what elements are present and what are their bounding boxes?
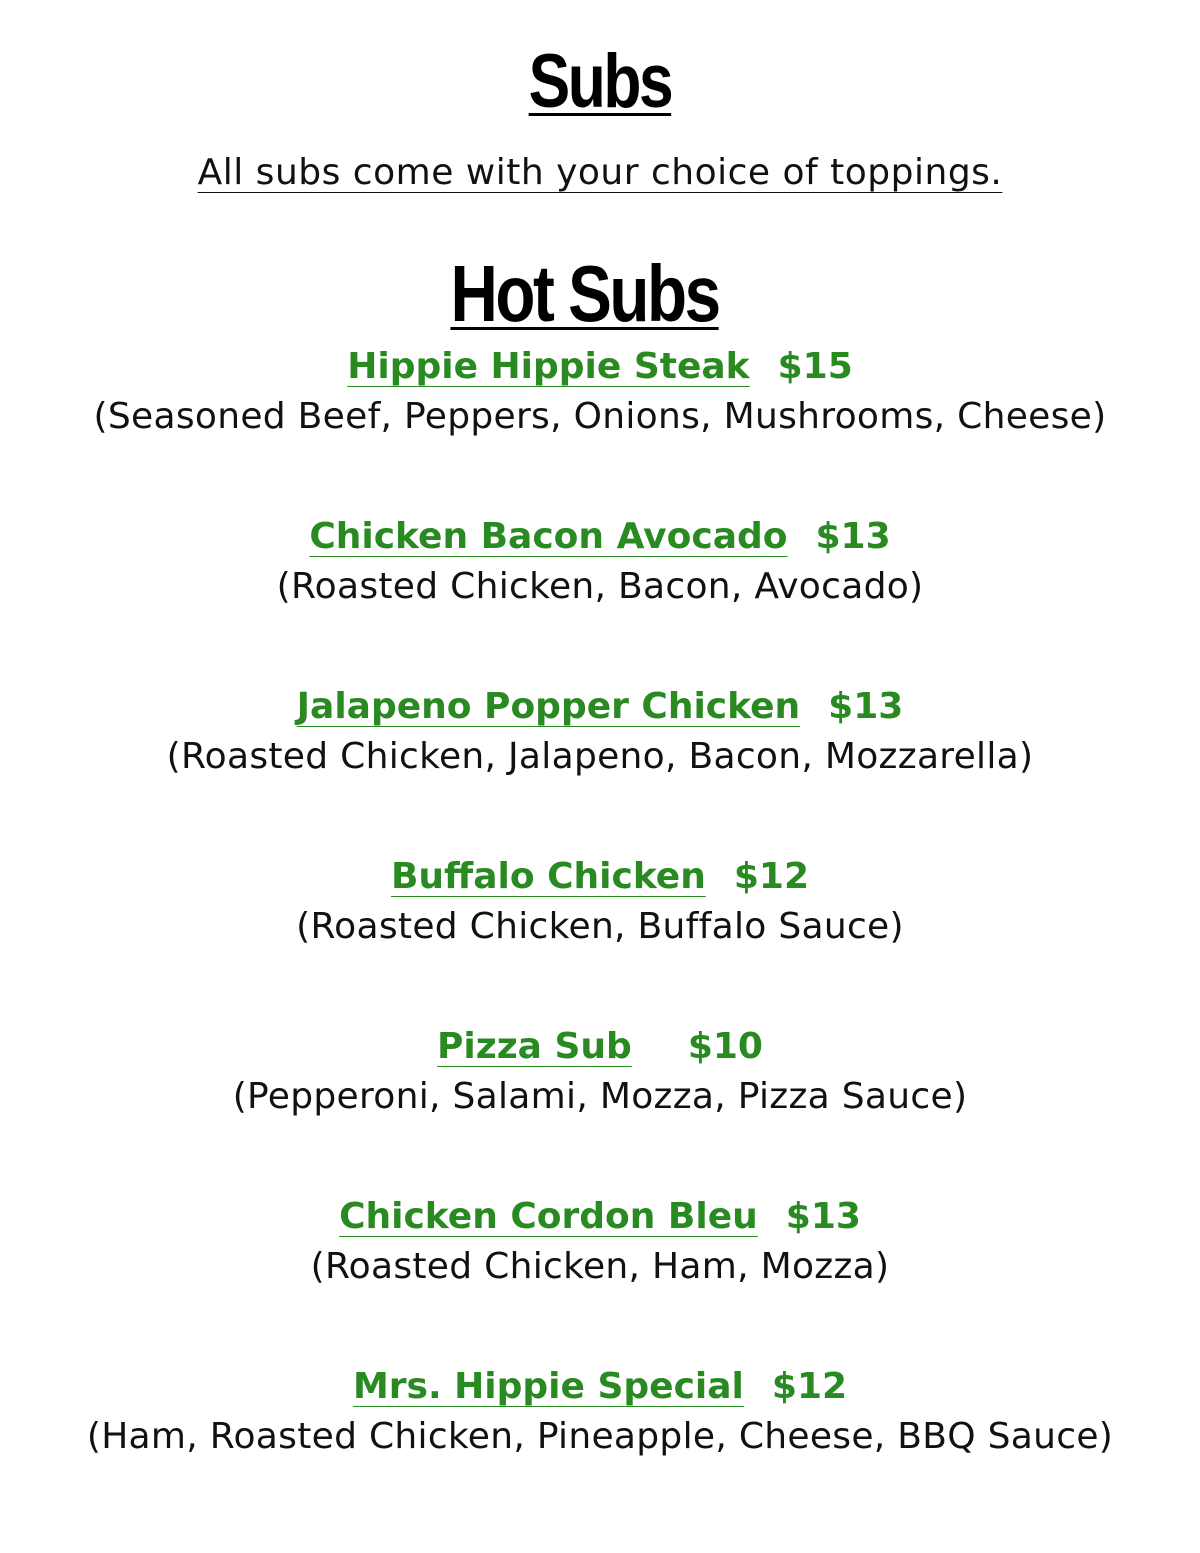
menu-item-header [0,1362,1200,1412]
menu-item-name: Chicken Bacon Avocado [309,516,788,557]
menu-item-header [0,682,1200,732]
menu-item-header [0,342,1200,392]
menu-item-name: Pizza Sub [437,1026,632,1067]
page-title: Subs [528,39,672,124]
subtitle: All subs come with your choice of toppings. [197,152,1003,193]
menu-item-header [0,512,1200,562]
menu-item-name: Mrs. Hippie Special [352,1366,744,1407]
menu-item-description: (Roasted Chicken, Bacon, Avocado) [276,566,924,607]
subtitle-block [0,148,1200,198]
menu-item-description: (Roasted Chicken, Buffalo Sauce) [296,906,904,947]
menu-item-description: (Roasted Chicken, Ham, Mozza) [310,1246,890,1287]
menu-item [0,1362,1200,1462]
menu-item [0,1192,1200,1292]
menu-item-price: $12 [733,856,810,897]
menu-item-price: $13 [815,516,891,557]
menu-item-price: $13 [828,686,904,727]
menu-item-name: Chicken Cordon Bleu [339,1196,758,1237]
menu-item-header [0,1192,1200,1242]
menu-item-name: Buffalo Chicken [390,856,706,897]
section-title-block [0,250,1170,338]
menu-item [0,682,1200,782]
menu-item-header [0,1022,1200,1072]
menu-item-price: $13 [785,1196,861,1237]
menu-item-price: $15 [777,346,853,387]
menu-item-header [0,852,1200,902]
page-title-block [0,40,1200,124]
menu-item-description: (Pepperoni, Salami, Mozza, Pizza Sauce) [232,1076,968,1117]
section-title: Hot Subs [450,249,720,338]
menu-item-name: Hippie Hippie Steak [347,346,750,387]
menu-item-description: (Roasted Chicken, Jalapeno, Bacon, Mozzarella) [166,736,1034,777]
menu-item-description: (Ham, Roasted Chicken, Pineapple, Cheese, BBQ Sauce) [86,1416,1114,1457]
menu-item [0,1022,1200,1122]
menu-item-name: Jalapeno Popper Chicken [296,686,801,727]
menu-item-price: $10 [687,1026,763,1067]
menu-item [0,512,1200,612]
menu-item-price: $12 [771,1366,848,1407]
menu-item [0,852,1200,952]
menu-item-description: (Seasoned Beef, Peppers, Onions, Mushrooms, Cheese) [93,396,1107,437]
menu-item [0,342,1200,442]
